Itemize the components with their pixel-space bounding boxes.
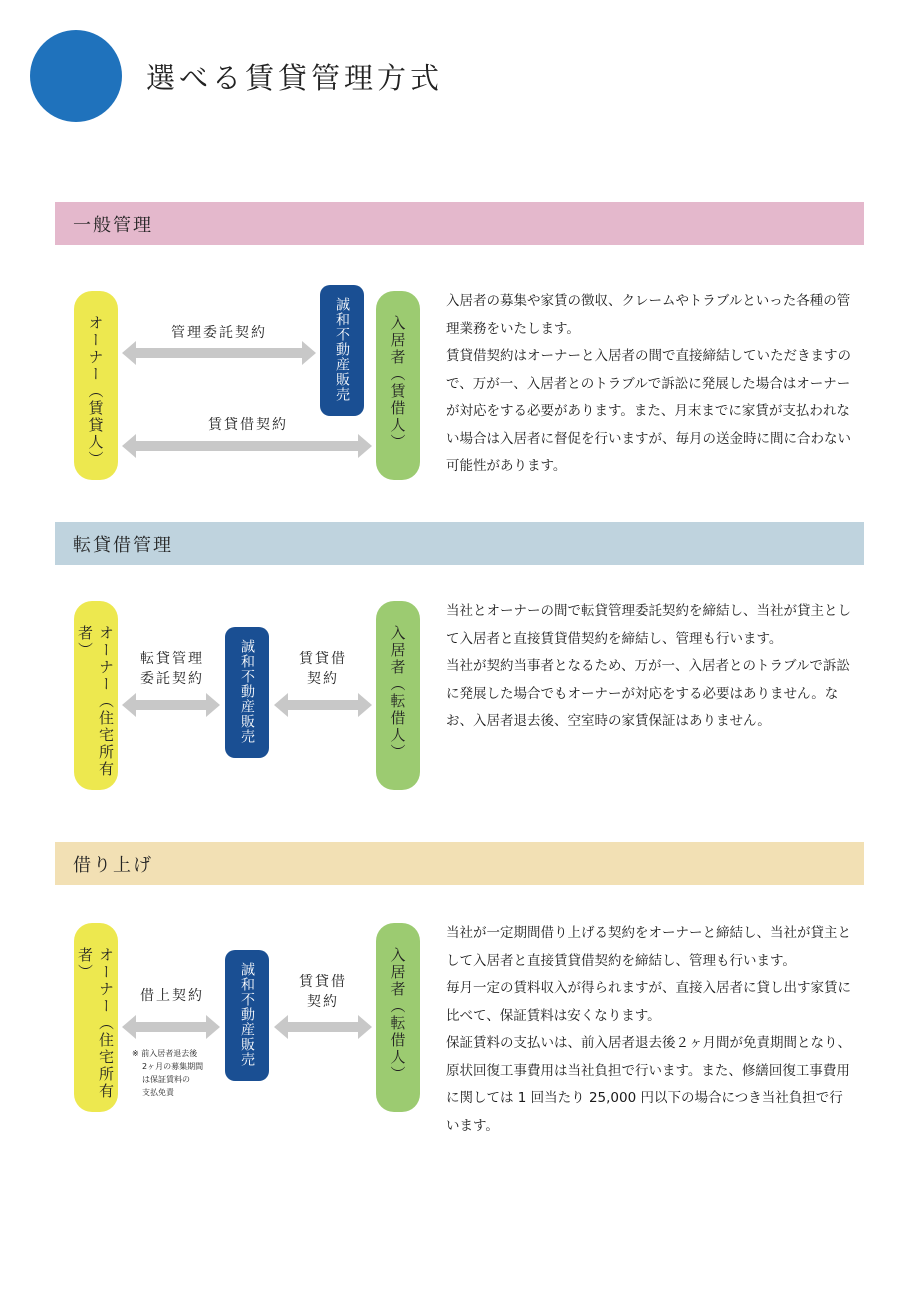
tenant-label: 入居者（転借人） xyxy=(388,947,407,1083)
footnote-line: は保証賃料の xyxy=(142,1075,190,1084)
contract-label: 賃貸借契約 xyxy=(208,417,288,433)
contract-label-line: 委託契約 xyxy=(140,671,204,687)
section-heading: 転貸借管理 xyxy=(73,535,173,556)
contract-label xyxy=(274,972,372,1012)
company-label: 誠和不動産販売 xyxy=(239,962,255,1067)
contract-label: 借上契約 xyxy=(140,988,204,1004)
page-title: 選べる賃貸管理方式 xyxy=(146,61,444,95)
description-paragraph: 当社とオーナーの間で転貸管理委託契約を締結し、当社が貸主として入居者と直接賃貸借契約を締結し、管理も行います。 xyxy=(446,603,851,647)
footnote-line: ※ 前入居者退去後 xyxy=(132,1049,198,1058)
section-description xyxy=(446,598,854,736)
owner-pill xyxy=(74,601,118,790)
contract-label-line: 契約 xyxy=(307,994,339,1010)
owner-label: オーナー（賃貸人） xyxy=(86,315,105,468)
company-label: 誠和不動産販売 xyxy=(334,297,350,402)
description-paragraph: 賃貸借契約はオーナーと入居者の間で直接締結していただきますので、万が一、入居者とのトラブルで訴訟に発展した場合はオーナーが対応をする必要があります。また、月末までに家賃が支払われない場合は入居者に督促を行いますが、毎月の送金時に間に合わない可能性があります。 xyxy=(446,348,851,474)
title-circle-icon xyxy=(30,30,122,122)
footnote xyxy=(132,1047,203,1099)
description-paragraph: 保証賃料の支払いは、前入居者退去後２ヶ月間が免責期間となり、原状回復工事費用は当社負担で行います。また、修繕回復工事費用に関しては 1 回当たり 25,000 円以下の場合につき当社負担で行います。 xyxy=(446,1035,851,1134)
double-arrow-icon xyxy=(122,693,220,717)
company-label: 誠和不動産販売 xyxy=(239,639,255,744)
section-description xyxy=(446,288,854,481)
section-description xyxy=(446,920,854,1140)
contract-label: 管理委託契約 xyxy=(171,325,267,341)
footnote-line: 2ヶ月の募集期間 xyxy=(142,1062,204,1071)
owner-label: オーナー（住宅所有者） xyxy=(76,947,115,1100)
contract-label-line: 賃貸借 xyxy=(299,651,347,667)
description-paragraph: 当社が契約当事者となるため、万が一、入居者とのトラブルで訴訟に発展した場合でもオーナーが対応をする必要はありません。なお、入居者退去後、空室時の家賃保証はありません。 xyxy=(446,658,850,729)
company-box xyxy=(225,627,269,758)
section-heading: 借り上げ xyxy=(73,855,153,876)
tenant-pill xyxy=(376,291,420,480)
tenant-pill xyxy=(376,923,420,1112)
double-arrow-icon xyxy=(122,434,372,458)
contract-label xyxy=(274,649,372,689)
double-arrow-icon xyxy=(122,1015,220,1039)
section-heading: 一般管理 xyxy=(73,215,153,236)
company-box xyxy=(225,950,269,1081)
section-band-masterlease xyxy=(55,842,864,885)
company-box xyxy=(320,285,364,416)
tenant-label: 入居者（賃借人） xyxy=(388,315,407,451)
owner-pill xyxy=(74,923,118,1112)
section-band-general xyxy=(55,202,864,245)
description-paragraph: 当社が一定期間借り上げる契約をオーナーと締結し、当社が貸主として入居者と直接賃貸借契約を締結し、管理も行います。 xyxy=(446,925,851,969)
tenant-pill xyxy=(376,601,420,790)
description-paragraph: 入居者の募集や家賃の徴収、クレームやトラブルといった各種の管理業務をいたします。 xyxy=(446,293,851,337)
footnote-line: 支払免責 xyxy=(142,1088,174,1097)
double-arrow-icon xyxy=(274,1015,372,1039)
double-arrow-icon xyxy=(274,693,372,717)
double-arrow-icon xyxy=(122,341,316,365)
owner-label: オーナー（住宅所有者） xyxy=(76,625,115,778)
description-paragraph: 毎月一定の賃料収入が得られますが、直接入居者に貸し出す家賃に比べて、保証賃料は安くなります。 xyxy=(446,980,851,1024)
tenant-label: 入居者（転借人） xyxy=(388,625,407,761)
section-band-sublease xyxy=(55,522,864,565)
owner-pill xyxy=(74,291,118,480)
contract-label xyxy=(122,649,222,689)
contract-label-line: 転貸管理 xyxy=(140,651,204,667)
contract-label-line: 契約 xyxy=(307,671,339,687)
contract-label-line: 賃貸借 xyxy=(299,974,347,990)
